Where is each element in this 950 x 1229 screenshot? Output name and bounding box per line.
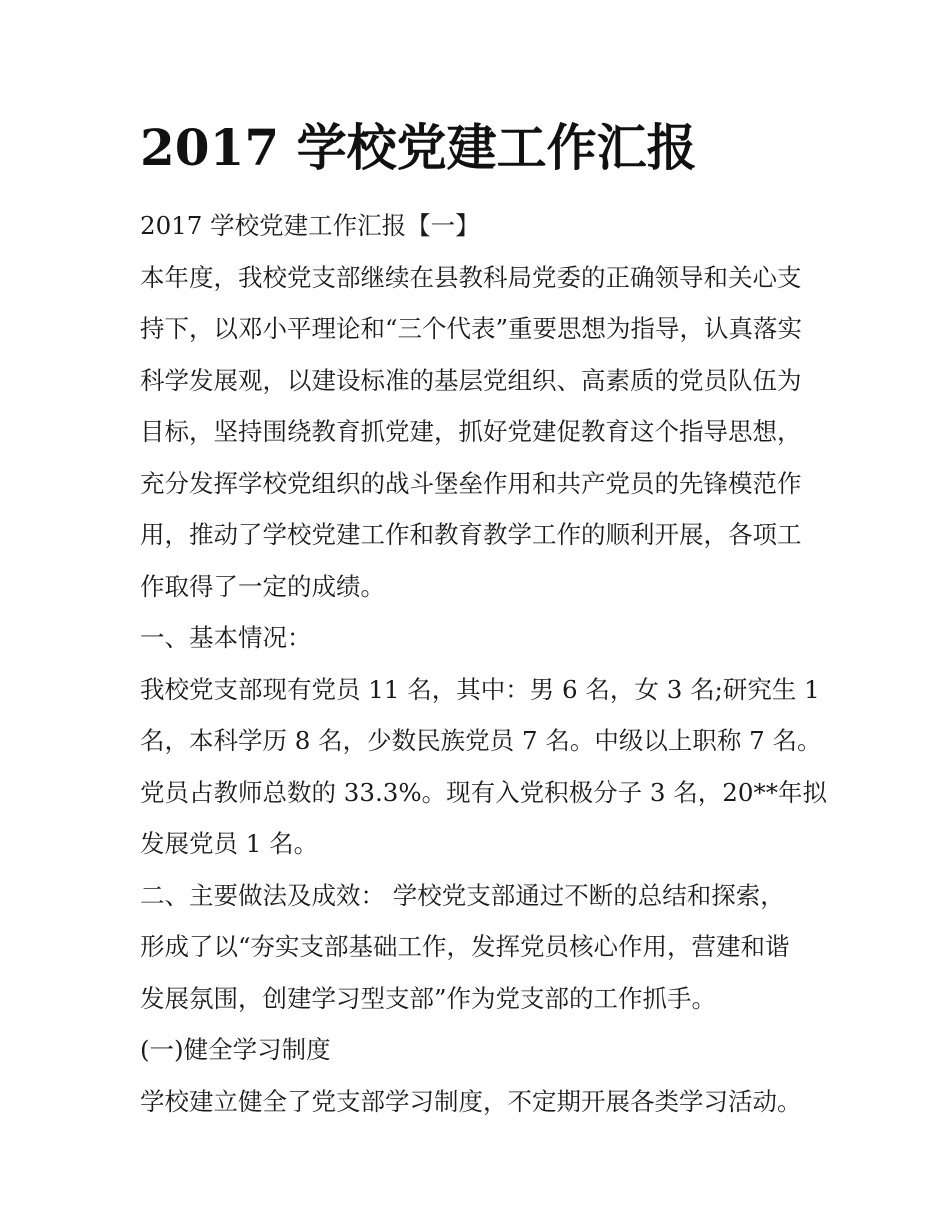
paragraph-line: 用，推动了学校党建工作和教育教学工作的顺利开展，各项工 bbox=[140, 520, 802, 549]
paragraph-line: 作取得了一定的成绩。 bbox=[140, 571, 385, 601]
paragraph-line: 科学发展观，以建设标准的基层党组织、高素质的党员队伍为 bbox=[140, 365, 802, 395]
document-title: 2017 学校党建工作汇报 bbox=[140, 118, 697, 177]
paragraph-line: 党员占教师总数的 33.3%。现有入党积极分子 3 名，20**年拟 bbox=[140, 777, 827, 807]
paragraph-line: 目标，坚持围绕教育抓党建，抓好党建促教育这个指导思想， bbox=[140, 417, 802, 446]
paragraph-line: 名，本科学历 8 名，少数民族党员 7 名。中级以上职称 7 名。 bbox=[140, 726, 822, 755]
paragraph-line: 我校党支部现有党员 11 名，其中：男 6 名，女 3 名;研究生 1 bbox=[140, 674, 820, 704]
section-heading-practices: 二、主要做法及成效： 学校党支部通过不断的总结和探索， bbox=[140, 880, 785, 910]
subsection-heading-study: (一)健全学习制度 bbox=[140, 1035, 331, 1064]
paragraph-line: 充分发挥学校党组织的战斗堡垒作用和共产党员的先锋模范作 bbox=[140, 468, 802, 498]
subtitle-line: 2017 学校党建工作汇报【一】 bbox=[140, 211, 480, 240]
document-body bbox=[140, 200, 830, 1127]
section-heading-basic: 一、基本情况： bbox=[140, 623, 312, 652]
paragraph-line: 发展党员 1 名。 bbox=[140, 829, 319, 858]
paragraph-line: 形成了以“夯实支部基础工作，发挥党员核心作用，营建和谐 bbox=[140, 932, 790, 961]
paragraph-line: 发展氛围，创建学习型支部”作为党支部的工作抓手。 bbox=[140, 983, 717, 1013]
paragraph-line: 本年度，我校党支部继续在县教科局党委的正确领导和关心支 bbox=[140, 262, 802, 292]
paragraph-line: 学校建立健全了党支部学习制度，不定期开展各类学习活动。 bbox=[140, 1086, 802, 1116]
paragraph-line: 持下，以邓小平理论和“三个代表”重要思想为指导，认真落实 bbox=[140, 314, 803, 343]
